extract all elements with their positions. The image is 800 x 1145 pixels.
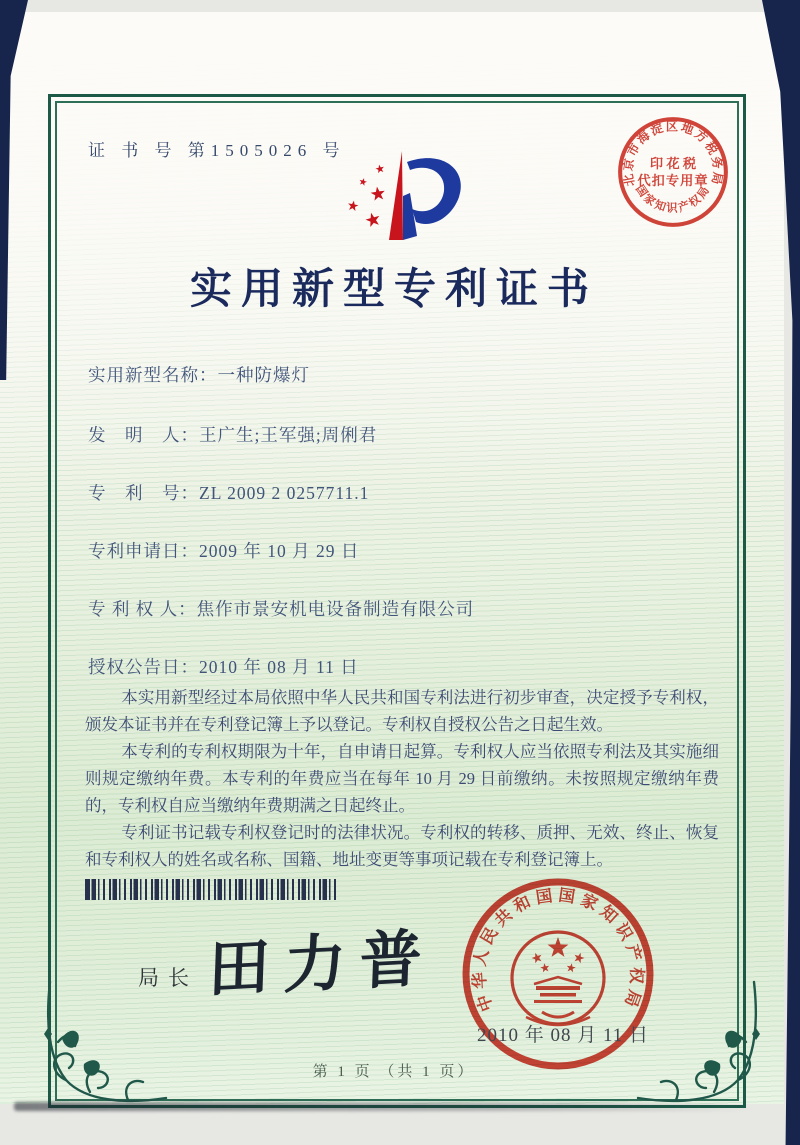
corner-flourish-icon [42, 978, 172, 1108]
certificate-number: 证 书 号 第1505026 号 [88, 141, 346, 160]
field-inventors [88, 422, 377, 447]
page-number: 第 1 页 （共 1 页） [312, 1064, 476, 1080]
field-patent-number [88, 480, 369, 505]
field-label: 实用新型名称： [88, 365, 218, 385]
field-value: 2009 年 10 月 29 日 [199, 541, 360, 561]
commissioner-signature: 田力普 [206, 924, 437, 1006]
tax-stamp-bottom-text: 国家知识产权局 [633, 183, 713, 215]
national-emblem-icon [512, 932, 604, 1025]
field-value: 王广生;王军强;周俐君 [199, 425, 378, 445]
tax-stamp-center-line2: 代扣专用章 [637, 173, 709, 189]
tax-stamp-center-line1: 印 花 税 [649, 155, 697, 171]
patent-office-logo-icon [332, 148, 482, 262]
barcode [85, 879, 338, 900]
legal-paragraph: 本实用新型经过本局依照中华人民共和国专利法进行初步审查，决定授予专利权，颁发本证书并在专利登记簿上予以登记。专利权自授权公告之日起生效。 [85, 688, 719, 734]
field-label: 专 利 号： [88, 483, 199, 503]
legal-paragraph: 本专利的专利权期限为十年，自申请日起算。专利权人应当依照专利法及其实施细则规定缴纳年费。本专利的年费应当在每年 10 月 29 日前缴纳。未按照规定缴纳年费的，专利权自应当缴纳年费期满之日起终止。 [85, 742, 719, 815]
tax-stamp-seal [612, 112, 734, 234]
field-label: 专利申请日： [88, 541, 199, 561]
field-label: 专 利 权 人： [88, 599, 197, 619]
field-utility-model-name [88, 362, 310, 387]
legal-paragraph: 专利证书记载专利权登记时的法律状况。专利权的转移、质押、无效、终止、恢复和专利权人的姓名或名称、国籍、地址变更等事项记载在专利登记簿上。 [85, 823, 719, 869]
field-value: 焦作市景安机电设备制造有限公司 [196, 599, 475, 619]
field-patentee [88, 596, 474, 621]
legal-text [85, 684, 719, 873]
commissioner-title: 局长 [138, 966, 198, 990]
certificate-title: 实用新型专利证书 [189, 267, 598, 313]
field-value: 一种防爆灯 [217, 365, 310, 385]
seal-date: 2010 年 08 月 11 日 [476, 1025, 650, 1046]
field-label: 发 明 人： [88, 425, 199, 445]
field-value: ZL 2009 2 0257711.1 [199, 483, 370, 503]
tax-stamp-top-text: 北京市海淀区地方税务局 [620, 119, 726, 188]
field-filing-date [88, 538, 359, 563]
field-label: 授权公告日： [88, 657, 199, 677]
field-grant-date [88, 654, 359, 679]
certificate-page [0, 12, 784, 1104]
field-value: 2010 年 08 月 11 日 [199, 657, 359, 677]
seal-ring-text: 中华人民共和国国家知识产权局 [469, 885, 647, 1015]
